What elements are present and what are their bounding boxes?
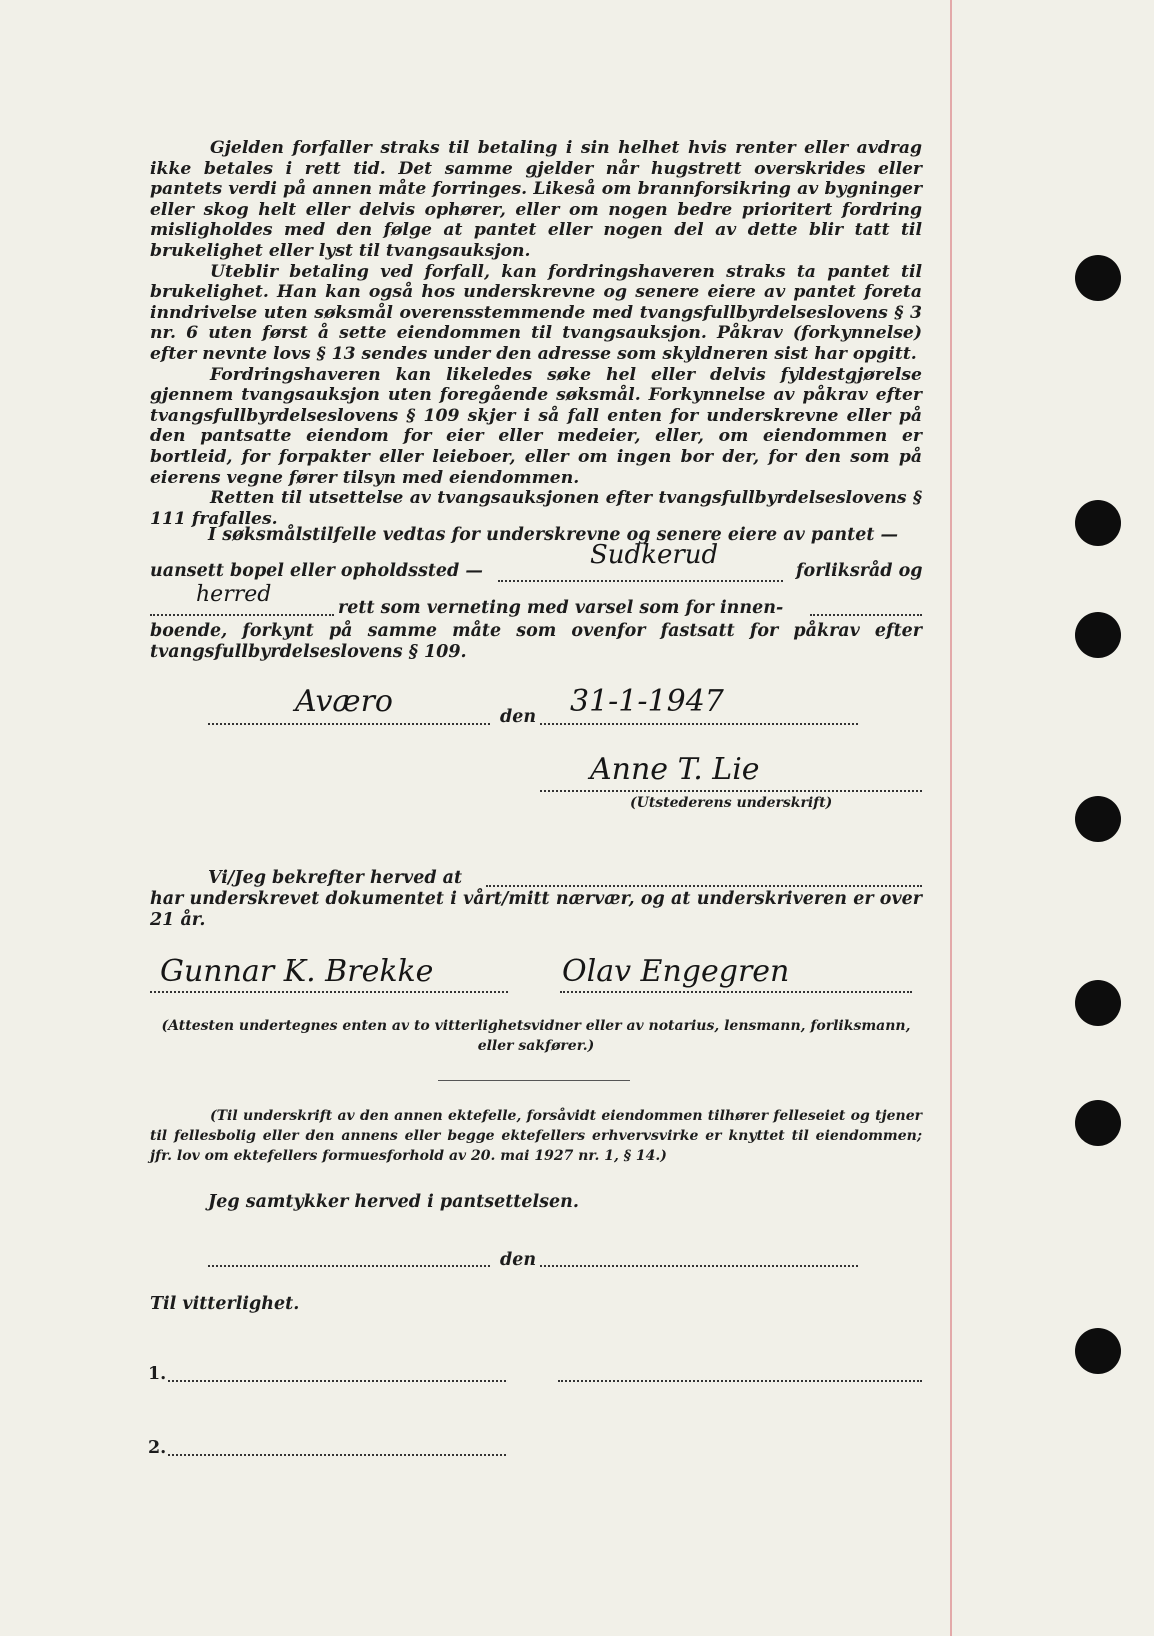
consent-date-field bbox=[540, 1265, 858, 1267]
binder-hole bbox=[1075, 796, 1121, 842]
witness-1b-field bbox=[558, 1380, 922, 1382]
consent-text: Jeg samtykker herved i pantsettelsen. bbox=[208, 1192, 579, 1212]
witness-number-2: 2. bbox=[148, 1438, 167, 1458]
place-handwriting: Aværo bbox=[295, 684, 393, 719]
divider bbox=[438, 1080, 630, 1081]
consent-place-field bbox=[208, 1265, 490, 1267]
terms-paragraph: Gjelden forfaller straks til betaling i sin helhet hvis renter eller avdrag ikke betales i rett tid. Det samme gjelder når hugstrett overskrides eller pantets verdi på annen måte forringes. Likeså om brannforsikring av bygninger eller skog helt eller delvis ophører, eller om nogen bedre prioritert fordring misligholdes med den følge at pantet eller nogen del av dette blir tatt til brukelighet eller lyst til tvangsauksjon. bbox=[150, 138, 922, 261]
witness-2-signature-field bbox=[560, 991, 912, 993]
witness-number-1: 1. bbox=[148, 1364, 167, 1384]
binder-hole bbox=[1075, 612, 1121, 658]
terms-paragraph: Fordringshaveren kan likeledes søke hel eller delvis fyldestgjørelse gjennem tvangsauksjon uten foregående søksmål. Forkynnelse av påkrav efter tvangsfullbyrdelseslovens § 109 skjer i så fall enten for underskrevne eller på den pantsatte eiendom for eier eller medeier, eller, om eiendommen er bortleid, for forpakter eller leieboer, eller om ingen bor der, for den som på eierens vegne fører tilsyn med eiendommen. bbox=[150, 364, 922, 488]
forliksrad-handwriting: Sudkerud bbox=[590, 540, 719, 570]
forliksrad-field bbox=[498, 580, 783, 582]
date-field bbox=[540, 723, 858, 725]
venue-line-1: I søksmålstilfelle vedtas for underskrevne og senere eiere av pantet — bbox=[208, 525, 899, 545]
binder-hole bbox=[1075, 980, 1121, 1026]
issuer-signature-label: (Utstederens underskrift) bbox=[630, 795, 833, 811]
witness-1-signature-field bbox=[150, 991, 508, 993]
venue-line-4: boende, forkynt på samme måte som ovenfor fastsatt for påkrav efter tvangsfullbyrdelseslovens § 109. bbox=[150, 621, 922, 662]
witness-2-signature: Olav Engegren bbox=[562, 954, 790, 989]
binder-hole bbox=[1075, 1100, 1121, 1146]
venue-line-2-suffix: forliksråd og bbox=[796, 561, 923, 581]
venue-line-3-suffix: rett som verneting med varsel som for innen- bbox=[338, 598, 784, 618]
terms-paragraph: Retten til utsettelse av tvangsauksjonen efter tvangsfullbyrdelseslovens § 111 frafalles. bbox=[150, 488, 922, 529]
witness-confirm-line-1: Vi/Jeg bekrefter herved at bbox=[208, 868, 463, 888]
issuer-signature-field bbox=[540, 790, 922, 792]
terms-text bbox=[150, 138, 922, 529]
date-handwriting: 31-1-1947 bbox=[570, 684, 724, 719]
rett-handwriting: herred bbox=[196, 582, 272, 607]
rett-field bbox=[150, 614, 334, 616]
witness-confirm-field bbox=[486, 885, 922, 887]
venue-line-3-fill bbox=[810, 614, 922, 616]
binder-hole bbox=[1075, 255, 1121, 301]
til-vitterlighet: Til vitterlighet. bbox=[150, 1294, 300, 1314]
spouse-note: (Til underskrift av den annen ektefelle, forsåvidt eiendommen tilhører felleseiet og tjener til fellesbolig eller den annens eller begge ektefellers erhvervsvirke er knyttet til eiendommen; jfr. lov om ektefellers formuesforhold av 20. mai 1927 nr. 1, § 14.) bbox=[150, 1108, 922, 1164]
issuer-signature: Anne T. Lie bbox=[590, 752, 760, 787]
binder-hole bbox=[1075, 500, 1121, 546]
date-den-label: den bbox=[500, 707, 537, 727]
attest-note: (Attesten undertegnes enten av to vitterlighetsvidner eller av notarius, lensmann, forliksmann, eller sakfører.) bbox=[161, 1018, 911, 1054]
terms-paragraph: Uteblir betaling ved forfall, kan fordringshaveren straks ta pantet til brukelighet. Han kan også hos underskrevne og senere eiere av pantet foreta inndrivelse uten søksmål overensstemmende med tvangsfullbyrdelseslovens § 3 nr. 6 uten først å sette eiendommen til tvangsauksjon. Påkrav (forkynnelse) efter nevnte lovs § 13 sendes under den adresse som skyldneren sist har opgitt. bbox=[150, 261, 922, 364]
witness-confirm-line-2: har underskrevet dokumentet i vårt/mitt nærvær, og at underskriveren er over 21 år. bbox=[150, 889, 922, 930]
margin-line bbox=[950, 0, 952, 1636]
witness-1-signature: Gunnar K. Brekke bbox=[160, 954, 434, 989]
consent-den-label: den bbox=[500, 1250, 537, 1270]
witness-1-field bbox=[168, 1380, 506, 1382]
venue-line-2-prefix: uansett bopel eller opholdssted — bbox=[150, 561, 483, 581]
binder-hole bbox=[1075, 1328, 1121, 1374]
witness-2-field bbox=[168, 1454, 506, 1456]
place-field bbox=[208, 723, 490, 725]
